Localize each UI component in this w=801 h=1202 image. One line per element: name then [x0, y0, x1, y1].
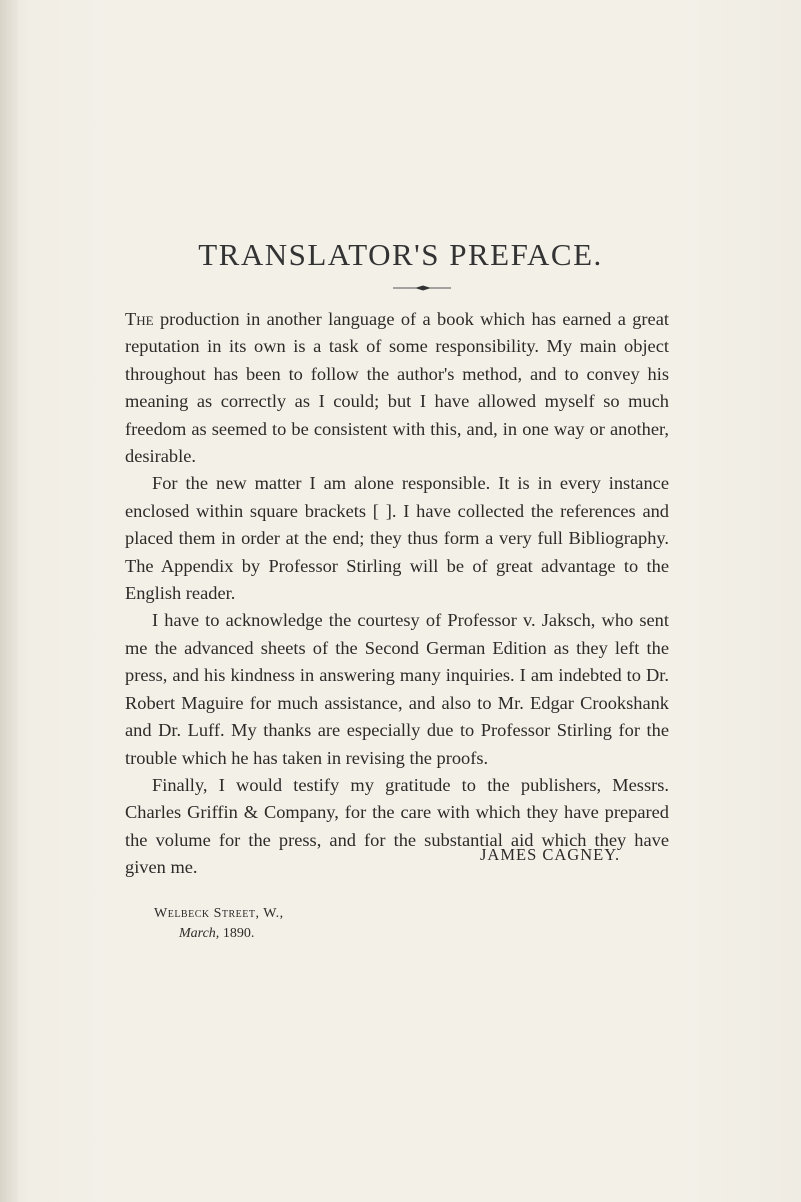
date-month: March, [179, 926, 220, 941]
paragraph-1-text: production in another language of a book which has earned a great reputation in its own is a task of some responsibility. My main object throughout has been to follow the author's method, and to convey his meaning as correctly as I could; but I have allowed myself so much freedom as seemed to be consistent with this, and, in one way or another, desirable. [125, 309, 669, 467]
page-title: TRANSLATOR'S PREFACE. [198, 237, 603, 272]
date-line [179, 926, 254, 942]
signature: JAMES CAGNEY. [480, 845, 621, 864]
ornamental-rule [393, 283, 451, 293]
paragraph-1 [125, 306, 669, 470]
binding-shadow [0, 0, 18, 1202]
paragraph-1-lead: The [125, 309, 154, 329]
paragraph-4: Finally, I would testify my gratitude to the publishers, Messrs. Charles Griffin & Company, for the care with which they have prepared the volume for the press, and for the substantial aid which they have given me. [125, 774, 669, 878]
place-line: Welbeck Street, W., [154, 906, 284, 921]
paragraph-2: For the new matter I am alone responsible. It is in every instance enclosed within square brackets [ ]. I have collected the references and placed them in order at the end; they thus form a very full Bibliography. The Appendix by Professor Stirling will be of great advantage to the English reader. [125, 473, 669, 604]
paragraph-3: I have to acknowledge the courtesy of Professor v. Jaksch, who sent me the advanced sheets of the Second German Edition as they left the press, and his kindness in answering many inquiries. I am indebted to Dr. Robert Maguire for much assistance, and also to Mr. Edgar Crookshank and Dr. Luff. My thanks are especially due to Professor Stirling for the trouble which he has taken in revising the proofs. [125, 610, 669, 768]
preface-body [125, 306, 669, 882]
date-year: 1890. [222, 926, 255, 941]
